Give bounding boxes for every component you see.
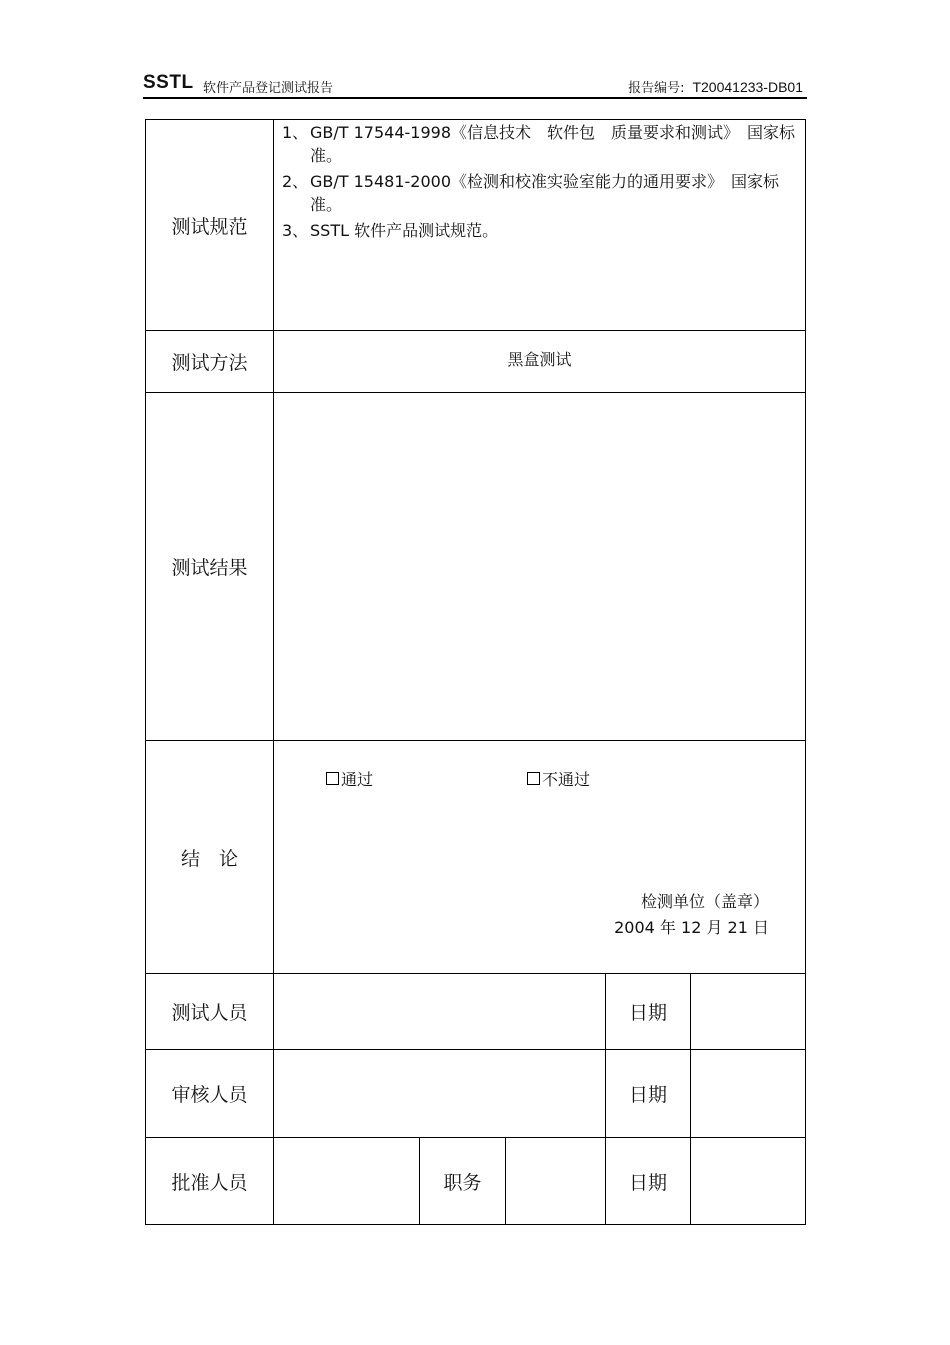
standard-item-text: GB/T 17544-1998《信息技术 软件包 质量要求和测试》 国家标准。 (310, 123, 796, 165)
standards-list (282, 121, 800, 245)
report-number-label: 报告编号: (628, 81, 685, 96)
fail-checkbox[interactable] (527, 772, 540, 785)
method-label: 测试方法 (171, 352, 248, 374)
standard-item-text: SSTL 软件产品测试规范。 (310, 221, 499, 240)
fail-option[interactable] (527, 767, 590, 790)
approver-position[interactable] (506, 1138, 605, 1224)
fail-option-label: 不通过 (542, 770, 591, 789)
pass-option-label: 通过 (341, 770, 374, 789)
border-bottom (145, 1224, 806, 1225)
approver-position-label: 职务 (443, 1171, 482, 1194)
conclusion-date: 2004 年 12 月 21 日 (614, 918, 769, 937)
tester-name[interactable] (274, 974, 605, 1049)
reviewer-date[interactable] (691, 1050, 805, 1137)
seal-block (525, 889, 769, 941)
brand-logo: SSTL (143, 72, 194, 93)
report-number (628, 77, 803, 96)
standards-label: 测试规范 (171, 215, 248, 238)
pass-checkbox[interactable] (326, 772, 339, 785)
standard-item (282, 219, 800, 242)
reviewer-name[interactable] (274, 1050, 605, 1137)
approver-date[interactable] (691, 1138, 805, 1224)
header-divider (143, 97, 807, 99)
result-label: 测试结果 (171, 557, 248, 579)
pass-option[interactable] (326, 767, 373, 790)
reviewer-label: 审核人员 (171, 1084, 248, 1106)
approver-date-label: 日期 (628, 1171, 667, 1194)
seal-text: 检测单位（盖章） (640, 892, 769, 911)
standard-item-text: GB/T 15481-2000《检测和校准实验室能力的通用要求》 国家标准。 (310, 172, 780, 214)
approver-name[interactable] (274, 1138, 419, 1224)
report-subtitle: 软件产品登记测试报告 (203, 81, 334, 96)
border-right (805, 119, 806, 1225)
standard-item-number: 1、 (282, 123, 309, 142)
standard-item-number: 3、 (282, 221, 309, 240)
tester-date[interactable] (691, 974, 805, 1049)
test-report-form (145, 119, 806, 1225)
conclusion-label: 结 论 (180, 847, 238, 870)
page-header (143, 72, 807, 98)
standard-item (282, 170, 800, 216)
standard-item (282, 121, 800, 167)
approver-label: 批准人员 (171, 1171, 248, 1194)
result-value[interactable] (285, 409, 785, 709)
reviewer-date-label: 日期 (628, 1084, 667, 1106)
tester-label: 测试人员 (171, 1002, 248, 1024)
report-number-value: T20041233-DB01 (692, 79, 803, 95)
method-value: 黑盒测试 (507, 350, 572, 369)
standard-item-number: 2、 (282, 172, 309, 191)
tester-date-label: 日期 (628, 1002, 667, 1024)
